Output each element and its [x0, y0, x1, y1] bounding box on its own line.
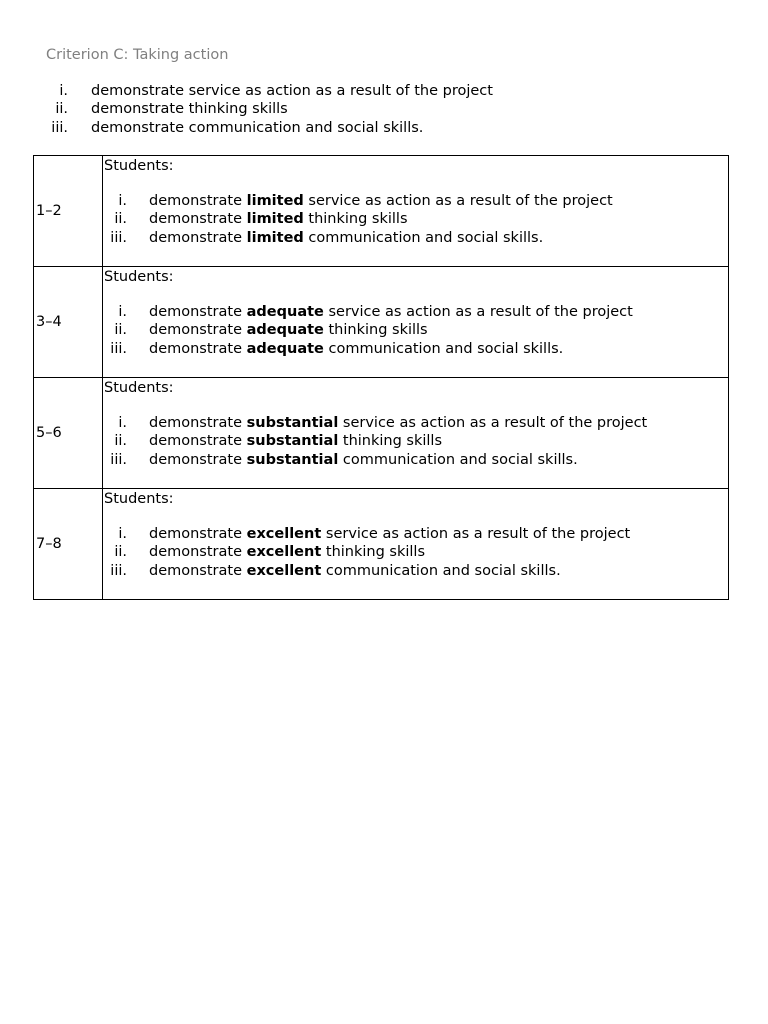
level-word: adequate	[246, 340, 324, 357]
descriptor-item	[103, 210, 408, 228]
descriptor-item	[103, 340, 564, 358]
students-label: Students:	[104, 158, 174, 174]
descriptor-prefix: demonstrate	[149, 322, 247, 339]
descriptor-suffix: thinking skills	[323, 322, 428, 339]
descriptor-prefix: demonstrate	[149, 340, 247, 357]
descriptor-suffix: service as action as a result of the project	[323, 304, 633, 320]
descriptor-list	[103, 303, 633, 358]
descriptor-prefix: demonstrate	[149, 415, 247, 431]
level-word: substantial	[246, 415, 339, 431]
descriptor-text	[149, 340, 563, 358]
objective-numeral: iii.	[51, 119, 68, 136]
descriptor-numeral: iii.	[110, 562, 127, 579]
descriptor-prefix: demonstrate	[149, 193, 247, 209]
descriptor-suffix: communication and social skills.	[321, 562, 561, 579]
descriptor-list	[103, 414, 648, 469]
descriptor-numeral: ii.	[114, 211, 127, 228]
level-word: limited	[246, 193, 304, 209]
level-word: substantial	[246, 451, 339, 468]
descriptor-text	[149, 321, 428, 339]
descriptor-numeral: i.	[118, 193, 127, 209]
band-descriptor	[103, 267, 729, 378]
level-word: excellent	[246, 562, 322, 579]
descriptor-text	[149, 451, 578, 469]
level-word: excellent	[246, 526, 322, 542]
criterion-heading: Criterion C: Taking action	[46, 47, 229, 63]
descriptor-numeral: ii.	[114, 544, 127, 561]
level-word: adequate	[246, 322, 324, 339]
descriptor-text	[149, 432, 442, 450]
students-label: Students:	[104, 491, 174, 507]
descriptor-item	[103, 451, 578, 469]
students-label: Students:	[104, 269, 174, 285]
level-word: excellent	[246, 544, 322, 561]
descriptor-numeral: i.	[118, 415, 127, 431]
descriptor-prefix: demonstrate	[149, 451, 247, 468]
descriptor-prefix: demonstrate	[149, 562, 247, 579]
objective-item	[0, 100, 288, 118]
descriptor-numeral: i.	[118, 526, 127, 542]
descriptor-suffix: thinking skills	[321, 544, 426, 561]
descriptor-item	[103, 192, 613, 210]
rubric-row	[34, 156, 729, 267]
descriptor-numeral: ii.	[114, 322, 127, 339]
descriptor-text	[149, 210, 408, 228]
descriptor-item	[103, 414, 648, 432]
objective-numeral: i.	[59, 83, 68, 99]
descriptor-suffix: thinking skills	[303, 211, 408, 228]
descriptor-suffix: service as action as a result of the project	[338, 415, 648, 431]
descriptor-item	[103, 525, 631, 543]
level-word: limited	[246, 229, 304, 246]
descriptor-text	[149, 525, 630, 543]
descriptor-item	[103, 562, 561, 580]
band-range: 5–6	[34, 378, 103, 489]
objective-text: demonstrate thinking skills	[91, 101, 288, 118]
descriptor-list	[103, 525, 631, 580]
band-range: 3–4	[34, 267, 103, 378]
level-word: adequate	[246, 304, 324, 320]
descriptor-item	[103, 321, 428, 339]
descriptor-list	[103, 192, 613, 247]
objective-text: demonstrate service as action as a result of the project	[91, 83, 493, 99]
descriptor-suffix: communication and social skills.	[323, 340, 564, 357]
descriptor-item	[103, 543, 426, 561]
criterion-objectives-list	[0, 82, 493, 137]
students-label: Students:	[104, 380, 174, 396]
descriptor-prefix: demonstrate	[149, 526, 247, 542]
descriptor-numeral: iii.	[110, 340, 127, 357]
level-word: substantial	[246, 433, 339, 450]
descriptor-numeral: ii.	[114, 433, 127, 450]
descriptor-text	[149, 543, 425, 561]
descriptor-suffix: service as action as a result of the project	[303, 193, 613, 209]
descriptor-item	[103, 303, 633, 321]
descriptor-suffix: communication and social skills.	[303, 229, 544, 246]
band-descriptor	[103, 378, 729, 489]
band-descriptor	[103, 489, 729, 600]
rubric-table	[33, 155, 729, 600]
descriptor-suffix: service as action as a result of the project	[321, 526, 631, 542]
descriptor-suffix: communication and social skills.	[338, 451, 578, 468]
descriptor-item	[103, 229, 544, 247]
level-word: limited	[246, 211, 304, 228]
descriptor-prefix: demonstrate	[149, 211, 247, 228]
descriptor-prefix: demonstrate	[149, 229, 247, 246]
objective-item	[0, 82, 493, 100]
descriptor-text	[149, 562, 561, 580]
band-range: 1–2	[34, 156, 103, 267]
band-descriptor	[103, 156, 729, 267]
band-range: 7–8	[34, 489, 103, 600]
descriptor-text	[149, 229, 543, 247]
descriptor-prefix: demonstrate	[149, 304, 247, 320]
descriptor-text	[149, 303, 633, 321]
descriptor-text	[149, 192, 613, 210]
objective-numeral: ii.	[55, 101, 68, 118]
objective-item	[0, 119, 424, 137]
descriptor-numeral: iii.	[110, 229, 127, 246]
rubric-row	[34, 267, 729, 378]
descriptor-prefix: demonstrate	[149, 433, 247, 450]
descriptor-prefix: demonstrate	[149, 544, 247, 561]
rubric-row	[34, 489, 729, 600]
descriptor-suffix: thinking skills	[338, 433, 443, 450]
descriptor-numeral: iii.	[110, 451, 127, 468]
descriptor-numeral: i.	[118, 304, 127, 320]
descriptor-item	[103, 432, 443, 450]
descriptor-text	[149, 414, 647, 432]
rubric-row	[34, 378, 729, 489]
objective-text: demonstrate communication and social skills.	[91, 119, 424, 136]
